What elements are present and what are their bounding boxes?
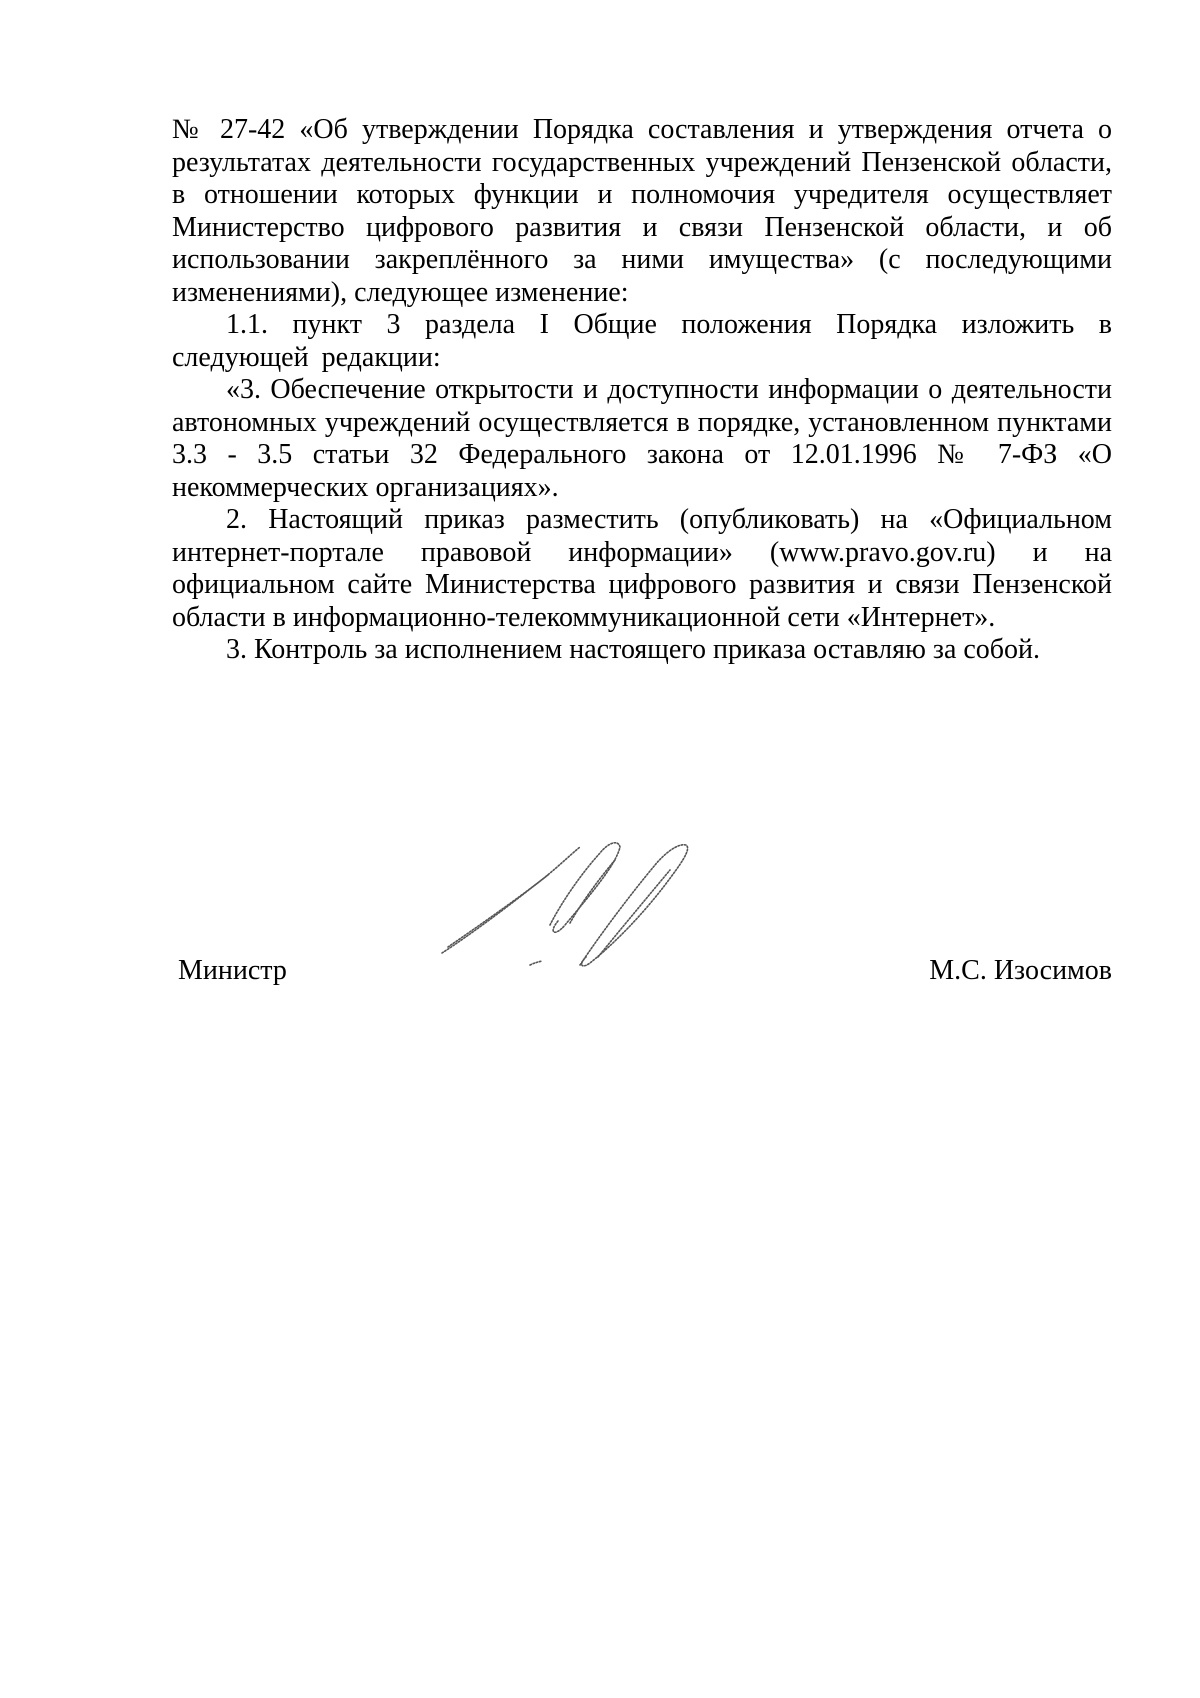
signer-position: Министр	[178, 955, 287, 986]
paragraph-item-3: 3. Контроль за исполнением настоящего приказа оставляю за собой.	[226, 634, 1041, 665]
signer-name: М.С. Изосимов	[929, 955, 1112, 986]
paragraph-item-1-1: 1.1. пункт 3 раздела I Общие положения Порядка изложить в следующей редакции:	[172, 309, 1112, 373]
paragraph-item-2: 2. Настоящий приказ разместить (опубликовать) на «Официальном интернет-портале правовой информации» (www.pravo.gov.ru) и на официальном сайте Министерства цифрового развития и связи Пензенской области в информационно-телекоммуникационной сети «Интернет».	[172, 504, 1112, 633]
paragraph-quote-3: «3. Обеспечение открытости и доступности информации о деятельности автономных учреждений осуществляется в порядке, установленном пунктами 3.3 - 3.5 статьи 32 Федерального закона от 12.01.1996 № 7-ФЗ «О некоммерческих организациях».	[172, 374, 1112, 503]
handwritten-signature	[430, 825, 730, 990]
paragraph-intro: № 27-42 «Об утверждении Порядка составления и утверждения отчета о результатах деятельности государственных учреждений Пензенской области, в отношении которых функции и полномочия учредителя осуществляет Министерство цифрового развития и связи Пензенской области, и об использовании закреплённого за ними имущества» (с последующими изменениями), следующее изменение:	[172, 114, 1112, 308]
